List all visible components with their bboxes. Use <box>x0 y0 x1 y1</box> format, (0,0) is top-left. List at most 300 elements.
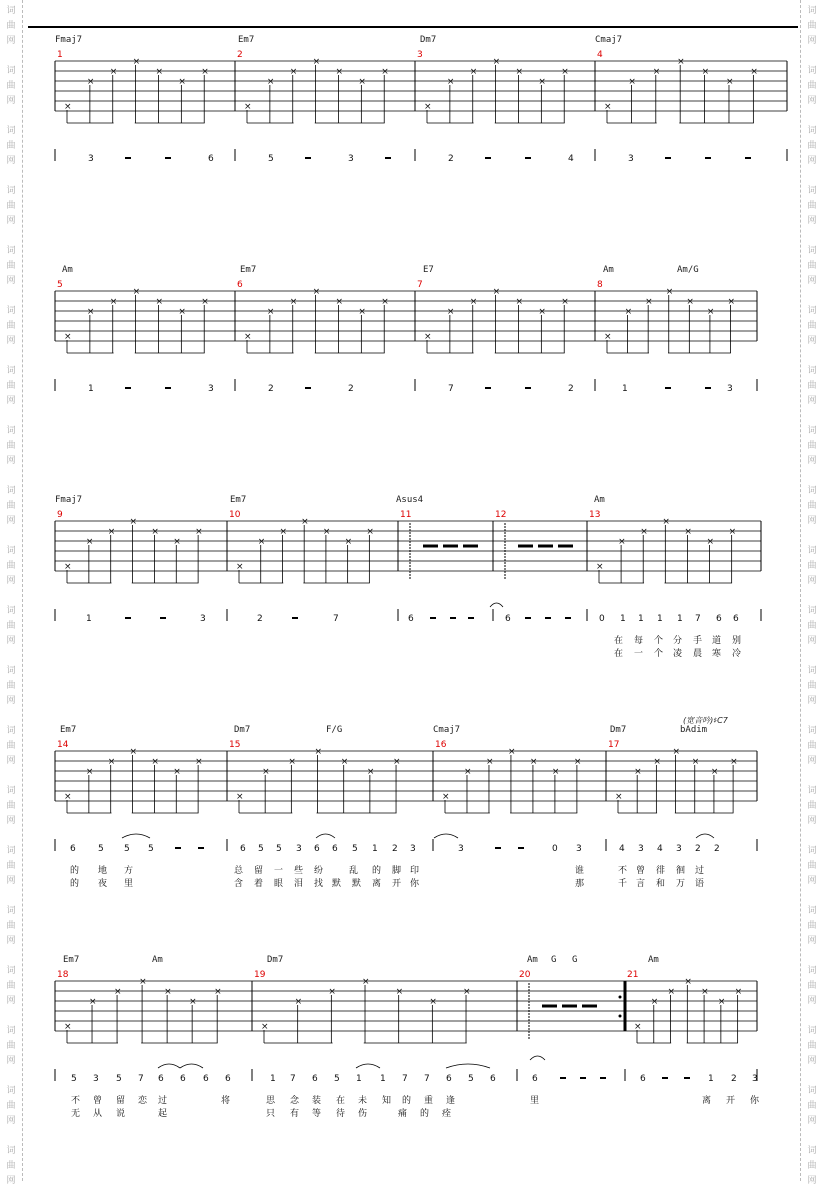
jianpu-note: 3 <box>752 1074 758 1084</box>
jianpu-note: 5 <box>268 154 274 164</box>
tab-fret-mark: × <box>665 287 674 297</box>
tab-fret-mark: × <box>266 77 275 87</box>
tab-fret-mark: × <box>312 57 321 67</box>
tab-fret-mark: × <box>667 987 676 997</box>
lyric-char: 总 <box>234 866 244 876</box>
watermark-text: 词 曲 网 <box>6 966 16 1006</box>
jianpu-note: 6 <box>240 844 246 854</box>
tab-fret-mark: × <box>155 297 164 307</box>
lyric-char: 分 <box>673 636 683 646</box>
measure-number: 3 <box>417 50 423 60</box>
tab-fret-mark: × <box>684 527 692 537</box>
tab-fret-mark: × <box>261 1022 269 1032</box>
tab-fret-mark: × <box>538 77 546 87</box>
chord-name: Dm7 <box>267 955 284 965</box>
lyric-char: 等 <box>312 1109 322 1119</box>
tab-fret-mark: × <box>672 747 681 757</box>
lyric-char: 痛 <box>398 1109 408 1119</box>
chord-name: Dm7 <box>420 35 437 45</box>
jianpu-note: 7 <box>695 614 701 624</box>
lyric-char: 寒 <box>712 649 722 659</box>
lyric-char: 别 <box>732 636 742 646</box>
watermark-text: 词 曲 网 <box>6 1026 16 1066</box>
tie-arc <box>180 1064 203 1068</box>
tie-arc <box>316 834 335 838</box>
chord-name: Fmaj7 <box>55 35 83 45</box>
tab-fret-mark: × <box>155 67 164 77</box>
lyric-char: 的 <box>420 1109 430 1119</box>
jianpu-note: 6 <box>733 614 739 624</box>
tab-fret-mark: × <box>195 527 203 537</box>
jianpu-note: 5 <box>71 1074 77 1084</box>
watermark-text: 词 曲 网 <box>807 546 817 586</box>
tab-fret-mark: × <box>64 332 72 342</box>
watermark-text: 词 曲 网 <box>6 606 16 646</box>
tab-fret-mark: × <box>515 297 524 307</box>
tab-fret-mark: × <box>151 757 159 767</box>
watermark-text: 词 曲 网 <box>6 6 16 46</box>
lyric-char: 个 <box>654 636 664 646</box>
tab-fret-mark: × <box>561 297 569 307</box>
tab-fret-mark: × <box>615 792 623 802</box>
lyric-char: 在 <box>614 636 624 646</box>
tab-fret-mark: × <box>653 757 661 767</box>
tab-fret-mark: × <box>322 527 331 537</box>
lyric-char: 留 <box>116 1096 126 1106</box>
chord-name: Em7 <box>63 955 80 965</box>
chord-name: Am <box>648 955 659 965</box>
tab-fret-mark: × <box>244 102 252 112</box>
tab-fret-mark: × <box>634 1022 642 1032</box>
tab-fret-mark: × <box>381 297 389 307</box>
watermark-text: 词 曲 网 <box>807 906 817 946</box>
jianpu-note: 2 <box>695 844 701 854</box>
tab-fret-mark: × <box>173 537 181 547</box>
tab-fret-mark: × <box>244 332 252 342</box>
chord-name: Em7 <box>240 265 257 275</box>
lyric-char: 乱 <box>349 866 359 876</box>
watermark-text: 词 曲 网 <box>6 246 16 286</box>
tab-fret-mark: × <box>645 297 653 307</box>
tab-fret-mark: × <box>424 102 432 112</box>
tab-fret-mark: × <box>551 767 560 777</box>
tab-fret-mark: × <box>725 77 734 87</box>
watermark-text: 词 曲 网 <box>6 66 16 106</box>
tab-fret-mark: × <box>335 297 344 307</box>
tie-arc <box>490 603 503 607</box>
measure-number: 1 <box>57 50 63 60</box>
lyric-char: 方 <box>124 866 134 876</box>
jianpu-note: 6 <box>225 1074 231 1084</box>
watermark-text: 词 曲 网 <box>6 666 16 706</box>
tab-fret-mark: × <box>701 67 710 77</box>
tab-fret-mark: × <box>442 792 450 802</box>
tab-fret-mark: × <box>288 757 296 767</box>
lyric-char: 每 <box>634 636 644 646</box>
jianpu-note: 1 <box>657 614 663 624</box>
lyric-char: 离 <box>372 879 382 889</box>
lyric-char: 装 <box>312 1096 322 1106</box>
tab-fret-mark: × <box>195 757 203 767</box>
jianpu-note: 1 <box>356 1074 362 1084</box>
tab-fret-mark: × <box>139 977 147 987</box>
tab-fret-mark: × <box>727 297 736 307</box>
jianpu-note: 6 <box>408 614 414 624</box>
lyric-char: 开 <box>726 1096 736 1106</box>
watermark-text: 词 曲 网 <box>807 1026 817 1066</box>
lyric-char: 未 <box>358 1096 368 1106</box>
chord-name: bAdim <box>680 725 708 735</box>
performance-annotation: (宽音吟)♯C7 <box>683 716 728 725</box>
jianpu-note: 3 <box>458 844 464 854</box>
tab-fret-mark: × <box>109 67 118 77</box>
jianpu-note: 6 <box>158 1074 164 1084</box>
tab-fret-mark: × <box>596 562 604 572</box>
tab-fret-mark: × <box>328 987 336 997</box>
jianpu-note: 2 <box>392 844 398 854</box>
jianpu-note: 6 <box>314 844 320 854</box>
watermark-text: 词 曲 网 <box>807 786 817 826</box>
repeat-dot <box>619 996 622 999</box>
jianpu-note: 3 <box>93 1074 99 1084</box>
tie-arc <box>158 1064 180 1068</box>
lyric-char: 的 <box>402 1096 412 1106</box>
tab-fret-mark: × <box>750 67 758 77</box>
chord-name: Em7 <box>238 35 255 45</box>
tab-fret-mark: × <box>314 747 323 757</box>
tab-fret-mark: × <box>64 562 72 572</box>
tab-fret-mark: × <box>734 987 743 997</box>
tie-arc <box>122 834 150 838</box>
lyric-char: 默 <box>332 879 342 889</box>
lyric-char: 痊 <box>442 1109 452 1119</box>
measure-number: 6 <box>237 280 243 290</box>
measure-number: 2 <box>237 50 243 60</box>
tab-fret-mark: × <box>262 767 270 777</box>
jianpu-note: 1 <box>380 1074 386 1084</box>
watermark-text: 词 曲 网 <box>6 1086 16 1126</box>
jianpu-note: 5 <box>98 844 104 854</box>
tab-fret-mark: × <box>358 77 366 87</box>
tab-fret-mark: × <box>446 307 455 317</box>
lyric-char: 手 <box>693 636 703 646</box>
tab-fret-mark: × <box>618 537 626 547</box>
tab-fret-mark: × <box>178 77 186 87</box>
tab-fret-mark: × <box>640 527 648 537</box>
tie-arc <box>530 1056 545 1060</box>
jianpu-note: 3 <box>88 154 94 164</box>
jianpu-note: 1 <box>270 1074 276 1084</box>
tab-fret-mark: × <box>107 527 116 537</box>
tab-fret-mark: × <box>109 297 118 307</box>
lyric-char: 知 <box>382 1096 392 1106</box>
lyric-char: 将 <box>221 1096 231 1106</box>
tab-fret-mark: × <box>628 77 636 87</box>
chord-name: Am/G <box>677 265 699 275</box>
jianpu-note: 0 <box>599 614 605 624</box>
watermark-text: 词 曲 网 <box>6 846 16 886</box>
jianpu-note: 3 <box>638 844 644 854</box>
watermark-text: 词 曲 网 <box>6 906 16 946</box>
measure-number: 19 <box>254 970 266 980</box>
tie-arc <box>696 834 714 838</box>
lyric-char: 只 <box>266 1109 276 1119</box>
jianpu-note: 2 <box>568 384 574 394</box>
tab-fret-mark: × <box>301 517 309 527</box>
watermark-text: 词 曲 网 <box>807 426 817 466</box>
chord-name: F/G <box>326 725 343 735</box>
tab-fret-mark: × <box>129 747 138 757</box>
repeat-dot <box>619 1015 622 1018</box>
tab-fret-mark: × <box>706 537 715 547</box>
lyric-char: 不 <box>618 866 628 876</box>
lyric-char: 地 <box>98 866 108 876</box>
lyric-char: 万 <box>676 879 686 889</box>
tab-fret-mark: × <box>561 67 569 77</box>
tab-fret-mark: × <box>515 67 524 77</box>
jianpu-note: 6 <box>180 1074 186 1084</box>
tab-fret-mark: × <box>189 997 197 1007</box>
tab-fret-mark: × <box>64 1022 72 1032</box>
tab-fret-mark: × <box>132 57 141 67</box>
tab-fret-mark: × <box>634 767 642 777</box>
tab-fret-mark: × <box>424 332 432 342</box>
jianpu-note: 6 <box>532 1074 538 1084</box>
jianpu-note: 6 <box>505 614 511 624</box>
chord-name: Cmaj7 <box>433 725 461 735</box>
tab-fret-mark: × <box>173 767 181 777</box>
watermark-text: 词 曲 网 <box>6 486 16 526</box>
jianpu-note: 1 <box>638 614 644 624</box>
lyric-char: 徊 <box>676 866 686 876</box>
measure-number: 10 <box>229 510 241 520</box>
jianpu-note: 3 <box>628 154 634 164</box>
lyric-char: 逢 <box>446 1096 456 1106</box>
watermark-text: 词 曲 网 <box>807 306 817 346</box>
jianpu-note: 5 <box>258 844 264 854</box>
tab-fret-mark: × <box>624 307 633 317</box>
tab-fret-mark: × <box>214 987 222 997</box>
tab-fret-mark: × <box>469 297 478 307</box>
watermark-text: 词 曲 网 <box>807 846 817 886</box>
jianpu-note: 4 <box>568 154 574 164</box>
tab-fret-mark: × <box>64 102 72 112</box>
jianpu-note: 2 <box>257 614 263 624</box>
tie-arc <box>446 1064 490 1068</box>
jianpu-note: 6 <box>640 1074 646 1084</box>
chord-name: G <box>572 955 578 965</box>
tab-fret-mark: × <box>485 757 494 767</box>
chord-name: Fmaj7 <box>55 495 83 505</box>
jianpu-note: 4 <box>657 844 663 854</box>
jianpu-note: 3 <box>348 154 354 164</box>
measure-number: 13 <box>589 510 601 520</box>
lyric-char: 夜 <box>98 879 108 889</box>
measure-number: 15 <box>229 740 241 750</box>
lyric-char: 找 <box>314 879 324 889</box>
jianpu-note: 6 <box>208 154 214 164</box>
jianpu-note: 1 <box>372 844 378 854</box>
jianpu-note: 7 <box>402 1074 408 1084</box>
lyric-char: 言 <box>636 879 646 889</box>
lyric-char: 冷 <box>732 649 742 659</box>
jianpu-note: 4 <box>619 844 625 854</box>
tab-fret-mark: × <box>289 67 298 77</box>
jianpu-note: 3 <box>200 614 206 624</box>
jianpu-note: 1 <box>86 614 92 624</box>
lyric-char: 曾 <box>636 866 646 876</box>
jianpu-note: 7 <box>448 384 454 394</box>
measure-number: 12 <box>495 510 507 520</box>
measure-number: 16 <box>435 740 447 750</box>
tie-arc <box>434 834 458 838</box>
tab-fret-mark: × <box>717 997 726 1007</box>
tab-fret-mark: × <box>85 767 94 777</box>
chord-name: Am <box>152 955 163 965</box>
tab-fret-mark: × <box>236 562 244 572</box>
tab-fret-mark: × <box>492 287 501 297</box>
jianpu-note: 2 <box>348 384 354 394</box>
watermark-text: 词 曲 网 <box>807 966 817 1006</box>
lyric-char: 默 <box>352 879 362 889</box>
jianpu-note: 7 <box>424 1074 430 1084</box>
lyric-char: 起 <box>158 1109 168 1119</box>
tab-fret-mark: × <box>706 307 715 317</box>
measure-number: 4 <box>597 50 603 60</box>
jianpu-note: 5 <box>148 844 154 854</box>
tab-fret-mark: × <box>266 307 275 317</box>
chord-name: Am <box>603 265 614 275</box>
tab-fret-mark: × <box>312 287 321 297</box>
tab-fret-mark: × <box>129 517 138 527</box>
measure-number: 18 <box>57 970 69 980</box>
jianpu-note: 6 <box>203 1074 209 1084</box>
lyric-char: 曾 <box>93 1096 103 1106</box>
watermark-text: 词 曲 网 <box>6 126 16 166</box>
tab-fret-mark: × <box>395 987 404 997</box>
jianpu-note: 5 <box>116 1074 122 1084</box>
chord-name: Em7 <box>60 725 77 735</box>
lyric-char: 有 <box>290 1109 300 1119</box>
tab-fret-mark: × <box>85 537 94 547</box>
chord-name: Am <box>527 955 538 965</box>
watermark-text: 词 曲 网 <box>807 1146 817 1186</box>
tab-fret-mark: × <box>492 57 501 67</box>
lyric-char: 里 <box>124 879 134 889</box>
jianpu-note: 1 <box>88 384 94 394</box>
measure-number: 20 <box>519 970 531 980</box>
lyric-char: 脚 <box>392 866 402 876</box>
tab-fret-mark: × <box>358 307 366 317</box>
lyric-char: 道 <box>712 636 722 646</box>
tab-fret-mark: × <box>463 767 472 777</box>
watermark-text: 词 曲 网 <box>6 306 16 346</box>
lyric-char: 思 <box>266 1096 276 1106</box>
watermark-text: 词 曲 网 <box>6 726 16 766</box>
watermark-text: 词 曲 网 <box>807 6 817 46</box>
lyric-char: 的 <box>70 866 80 876</box>
tab-fret-mark: × <box>201 297 209 307</box>
measure-number: 11 <box>400 510 412 520</box>
tab-fret-mark: × <box>362 977 370 987</box>
watermark-text: 词 曲 网 <box>6 186 16 226</box>
tab-fret-mark: × <box>151 527 159 537</box>
lyric-char: 里 <box>530 1096 540 1106</box>
tab-fret-mark: × <box>701 987 709 997</box>
measure-number: 14 <box>57 740 69 750</box>
tab-fret-mark: × <box>289 297 298 307</box>
lyric-char: 的 <box>70 879 80 889</box>
lyric-char: 伤 <box>358 1109 368 1119</box>
jianpu-note: 3 <box>410 844 416 854</box>
lyric-char: 在 <box>614 649 624 659</box>
watermark-text: 词 曲 网 <box>807 486 817 526</box>
jianpu-note: 5 <box>334 1074 340 1084</box>
tab-fret-mark: × <box>529 757 538 767</box>
tab-fret-mark: × <box>201 67 209 77</box>
lyric-char: 纷 <box>314 866 324 876</box>
tab-fret-mark: × <box>684 977 692 987</box>
jianpu-note: 1 <box>620 614 626 624</box>
lyric-char: 在 <box>336 1096 346 1106</box>
lyric-char: 的 <box>372 866 382 876</box>
lyric-char: 你 <box>750 1096 760 1106</box>
lyric-char: 谁 <box>575 866 585 876</box>
jianpu-note: 3 <box>727 384 733 394</box>
jianpu-note: 2 <box>268 384 274 394</box>
chord-name: Dm7 <box>610 725 627 735</box>
tab-fret-mark: × <box>691 757 700 767</box>
lyric-char: 开 <box>392 879 402 889</box>
tab-fret-mark: × <box>393 757 401 767</box>
lyric-char: 晨 <box>693 649 703 659</box>
tab-fret-mark: × <box>604 102 612 112</box>
measure-number: 9 <box>57 510 63 520</box>
measure-number: 8 <box>597 280 603 290</box>
tab-fret-mark: × <box>573 757 582 767</box>
lyric-char: 那 <box>575 879 585 889</box>
lyric-char: 凌 <box>673 649 683 659</box>
watermark-text: 词 曲 网 <box>807 726 817 766</box>
jianpu-note: 1 <box>708 1074 714 1084</box>
tab-fret-mark: × <box>710 767 719 777</box>
lyric-char: 徘 <box>656 866 666 876</box>
tab-fret-mark: × <box>335 67 344 77</box>
watermark-text: 词 曲 网 <box>807 366 817 406</box>
lyric-char: 语 <box>695 879 705 889</box>
jianpu-note: 7 <box>333 614 339 624</box>
jianpu-note: 5 <box>468 1074 474 1084</box>
lyric-char: 恋 <box>138 1096 148 1106</box>
watermark-text: 词 曲 网 <box>807 666 817 706</box>
tab-fret-mark: × <box>366 527 374 537</box>
jianpu-note: 2 <box>448 154 454 164</box>
lyric-char: 泪 <box>294 879 304 889</box>
tab-fret-mark: × <box>294 997 303 1007</box>
jianpu-note: 6 <box>716 614 722 624</box>
tab-fret-mark: × <box>677 57 685 67</box>
tab-fret-mark: × <box>132 287 141 297</box>
lyric-char: 离 <box>702 1096 712 1106</box>
tab-fret-mark: × <box>429 997 437 1007</box>
jianpu-note: 7 <box>138 1074 144 1084</box>
tab-fret-mark: × <box>686 297 694 307</box>
tab-fret-mark: × <box>236 792 244 802</box>
jianpu-note: 3 <box>576 844 582 854</box>
tab-fret-mark: × <box>86 77 95 87</box>
chord-name: E7 <box>423 265 434 275</box>
lyric-char: 不 <box>71 1096 81 1106</box>
